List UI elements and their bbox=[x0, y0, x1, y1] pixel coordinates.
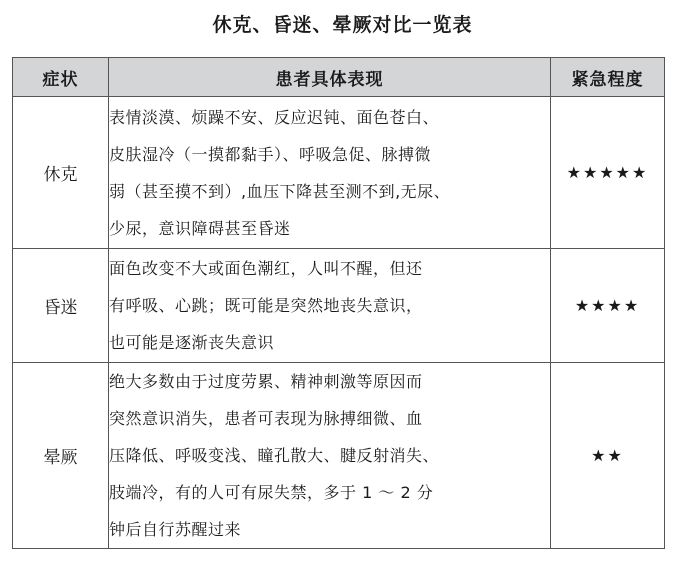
page-title: 休克、昏迷、晕厥对比一览表 bbox=[212, 14, 473, 36]
manifestation-cell bbox=[109, 97, 551, 249]
header-symptom: 症状 bbox=[13, 58, 109, 97]
urgency-stars: ★★★★ bbox=[551, 249, 665, 363]
symptom-cell: 休克 bbox=[13, 97, 109, 249]
manifestation-cell bbox=[109, 249, 551, 363]
manifestation-line: 压降低、呼吸变浅、瞳孔散大、腱反射消失、 bbox=[109, 446, 440, 465]
comparison-table bbox=[12, 57, 665, 549]
table-row-faint bbox=[13, 363, 665, 549]
manifestation-line: 弱（甚至摸不到）,血压下降甚至测不到,无尿、 bbox=[109, 181, 451, 201]
manifestation-line: 表情淡漠、烦躁不安、反应迟钝、面色苍白、 bbox=[109, 107, 440, 127]
manifestation-line: 面色改变不大或面色潮红，人叫不醒，但还 bbox=[109, 259, 423, 278]
manifestation-line: 有呼吸、心跳；既可能是突然地丧失意识， bbox=[109, 296, 423, 315]
symptom-cell: 晕厥 bbox=[13, 363, 109, 549]
table-row-shock bbox=[13, 97, 665, 249]
manifestation-line: 绝大多数由于过度劳累、精神刺激等原因而 bbox=[109, 372, 423, 391]
header-manifestation: 患者具体表现 bbox=[109, 58, 551, 97]
symptom-cell: 昏迷 bbox=[13, 249, 109, 363]
manifestation-line: 肢端冷，有的人可有尿失禁，多于 1 ～ 2 分 bbox=[109, 483, 434, 502]
manifestation-line: 少尿，意识障碍甚至昏迷 bbox=[109, 218, 291, 238]
manifestation-cell bbox=[109, 363, 551, 549]
manifestation-line: 突然意识消失，患者可表现为脉搏细微、血 bbox=[109, 409, 423, 428]
table-row-coma bbox=[13, 249, 665, 363]
header-urgency: 紧急程度 bbox=[551, 58, 665, 97]
urgency-stars: ★★★★★ bbox=[551, 97, 665, 249]
table-header-row bbox=[13, 58, 665, 97]
manifestation-line: 皮肤湿冷（一摸都黏手）、呼吸急促、脉搏微 bbox=[109, 144, 432, 164]
manifestation-line: 也可能是逐渐丧失意识 bbox=[109, 333, 275, 352]
manifestation-line: 钟后自行苏醒过来 bbox=[109, 520, 242, 539]
urgency-stars: ★★ bbox=[551, 363, 665, 549]
